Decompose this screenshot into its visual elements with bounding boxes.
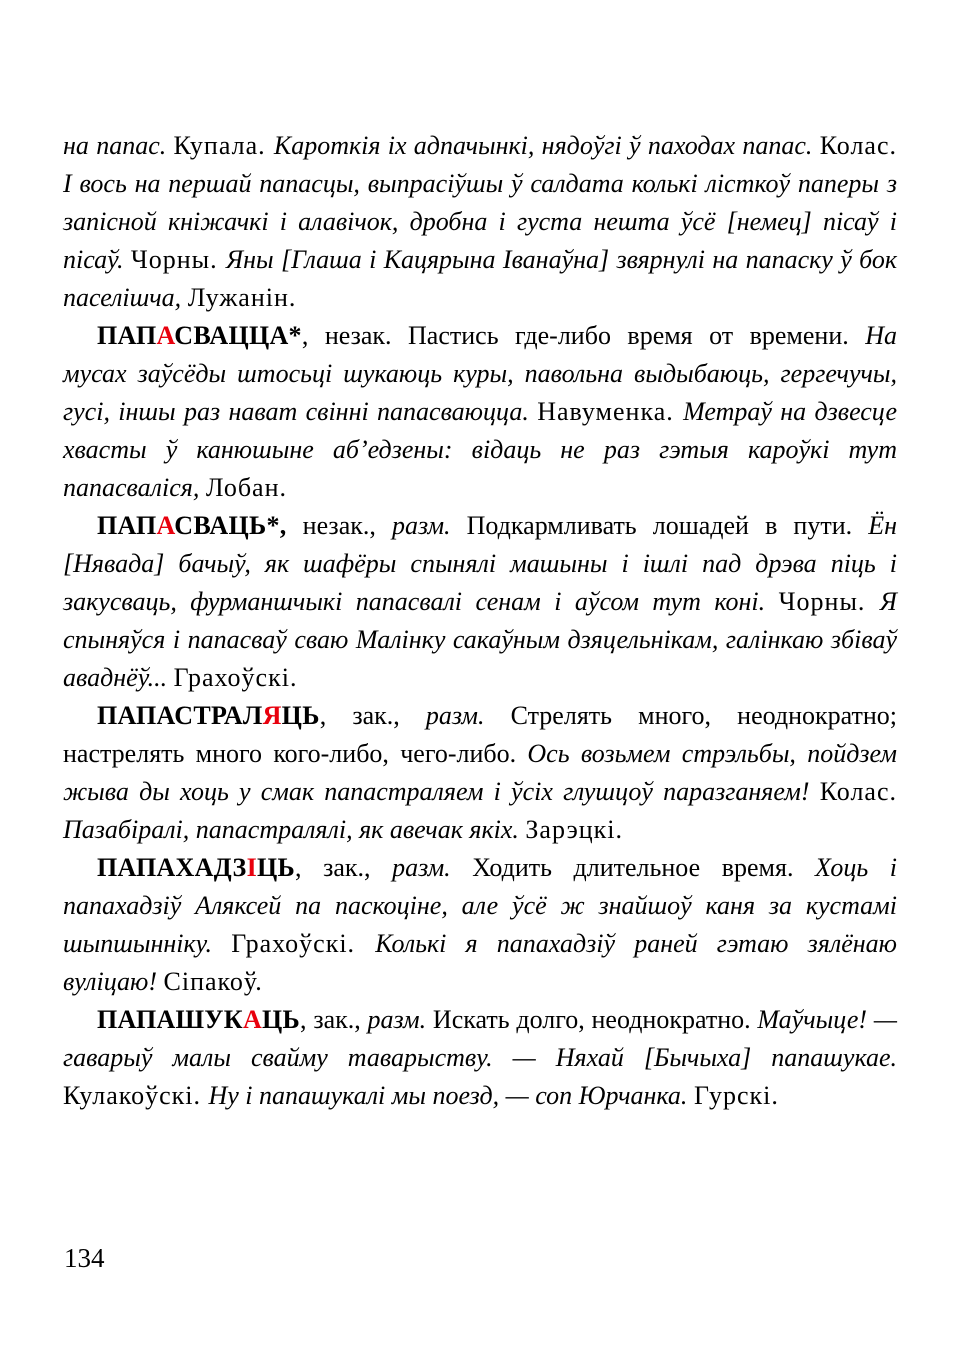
- author-name: Зарэцкі.: [525, 815, 624, 844]
- grammar-label: , зак.,: [300, 1005, 368, 1034]
- quote: Маўчыце! — гаварыў малы свайму таварыству. — Няхай [Бычыха] папашукае.: [63, 1005, 897, 1072]
- grammar-label: незак.,: [286, 511, 392, 540]
- entry-continuation-papas: [63, 127, 897, 317]
- headword: ПАПАСТРАЛ: [97, 701, 263, 730]
- page-number: 134: [64, 1243, 105, 1273]
- author-name: Лужанін.: [187, 283, 297, 312]
- quote: Пазабіралі, папастралялі, як авечак якіх.: [63, 815, 526, 844]
- headword: ПАП: [97, 321, 157, 350]
- style-label: разм.: [391, 511, 451, 540]
- quote: І вось на першай папасцы, выпрасіўшы ў салдата колькі лісткоў паперы з запісной кніжачкі і алавічок, дробна і густа нешта ўсё [немец] пісаў і пісаў.: [63, 169, 897, 274]
- grammar-label: , зак.,: [319, 701, 426, 730]
- quote: Ну і папашукалі мы поезд, — соп Юрчанка.: [208, 1081, 694, 1110]
- author-name: Навуменка.: [537, 397, 684, 426]
- definition: Искать долго, неоднократно.: [426, 1005, 758, 1034]
- style-label: разм.: [367, 1005, 427, 1034]
- headword: ЦЬ: [257, 853, 296, 882]
- author-name: Купала.: [173, 131, 274, 160]
- quote: Яны [Глаша і Кацярына Іванаўна] звярнулі на папаску ў бок паселішча,: [63, 245, 897, 312]
- quote: на папас.: [63, 131, 174, 160]
- headword-stress-letter: А: [156, 321, 175, 350]
- style-label: разм.: [425, 701, 485, 730]
- headword: ПАПАШУК: [97, 1005, 243, 1034]
- grammar-label: , зак.,: [295, 853, 393, 882]
- entry-papasvacca: [63, 317, 897, 507]
- dictionary-text: [63, 127, 897, 1115]
- headword: ПАП: [97, 511, 157, 540]
- quote: На мусах заўсёды штосьці шукаюць куры, павольна выдыбаюць, гергечучы, гусі, іншы раз нават свінні папасваюцца.: [63, 321, 897, 426]
- definition: Стрелять много, неоднократно; настрелять много кого-либо, чего-либо.: [63, 701, 897, 768]
- author-name: Кулакоўскі.: [63, 1081, 209, 1110]
- author-name: Грахоўскі.: [173, 663, 298, 692]
- quote: Я спыняўся і папасваў сваю Малінку сакаўным дзяцельнікам, галінкаю збіваў аваднёў...: [63, 587, 897, 692]
- author-name: Колас.: [819, 131, 897, 160]
- author-name: Чорны.: [130, 245, 226, 274]
- headword: ЦЬ: [281, 701, 320, 730]
- definition: Ходить длительное время.: [450, 853, 816, 882]
- grammar-and-definition: , незак. Пастись где-либо время от времени.: [301, 321, 866, 350]
- entry-papashukac: [63, 1001, 897, 1115]
- quote: Кароткія іх адпачынкі, нядоўгі ў паходах папас.: [273, 131, 820, 160]
- definition: Подкармливать лошадей в пути.: [450, 511, 869, 540]
- quote: Колькі я папахадзіў раней гэтаю зялёнаю вуліцаю!: [63, 929, 897, 996]
- author-name: Гурскі.: [693, 1081, 779, 1110]
- entry-papahadzic: [63, 849, 897, 1001]
- quote: Метраў на дзвесце хвасты ў канюшыне аб’едзены: відаць не раз гэтыя кароўкі тут папасваліся,: [63, 397, 897, 502]
- quote: Ён [Нявада] бачыў, як шафёры спынялі машыны і ішлі пад дрэва піць і закусваць, фурманшчыкі папасвалі сенам і аўсом тут коні.: [63, 511, 897, 616]
- quote: Ось возьмем стрэльбы, пойдзем жыва ды хоць у смак папастраляем і ўсіх глушцоў паразганяем!: [63, 739, 897, 806]
- author-name: Чорны.: [778, 587, 880, 616]
- author-name: Грахоўскі.: [231, 929, 376, 958]
- style-label: разм.: [392, 853, 451, 882]
- entry-papastralyac: [63, 697, 897, 849]
- author-name: Сіпакоў.: [163, 967, 263, 996]
- headword-stress-letter: Я: [262, 701, 282, 730]
- headword: ПАПАХАДЗ: [97, 853, 247, 882]
- headword: СВАЦЦА*: [174, 321, 302, 350]
- quote: Хоць і папахадзіў Аляксей па паскоціне, але ўсё ж знайшоў каня за кустамі шыпшынніку.: [63, 853, 897, 958]
- entry-papasvac: [63, 507, 897, 697]
- headword-stress-letter: А: [156, 511, 175, 540]
- author-name: Лобан.: [205, 473, 288, 502]
- headword-stress-letter: І: [246, 853, 257, 882]
- headword: СВАЦЬ*,: [174, 511, 287, 540]
- headword: ЦЬ: [262, 1005, 301, 1034]
- author-name: Колас.: [819, 777, 897, 806]
- headword-stress-letter: А: [242, 1005, 263, 1034]
